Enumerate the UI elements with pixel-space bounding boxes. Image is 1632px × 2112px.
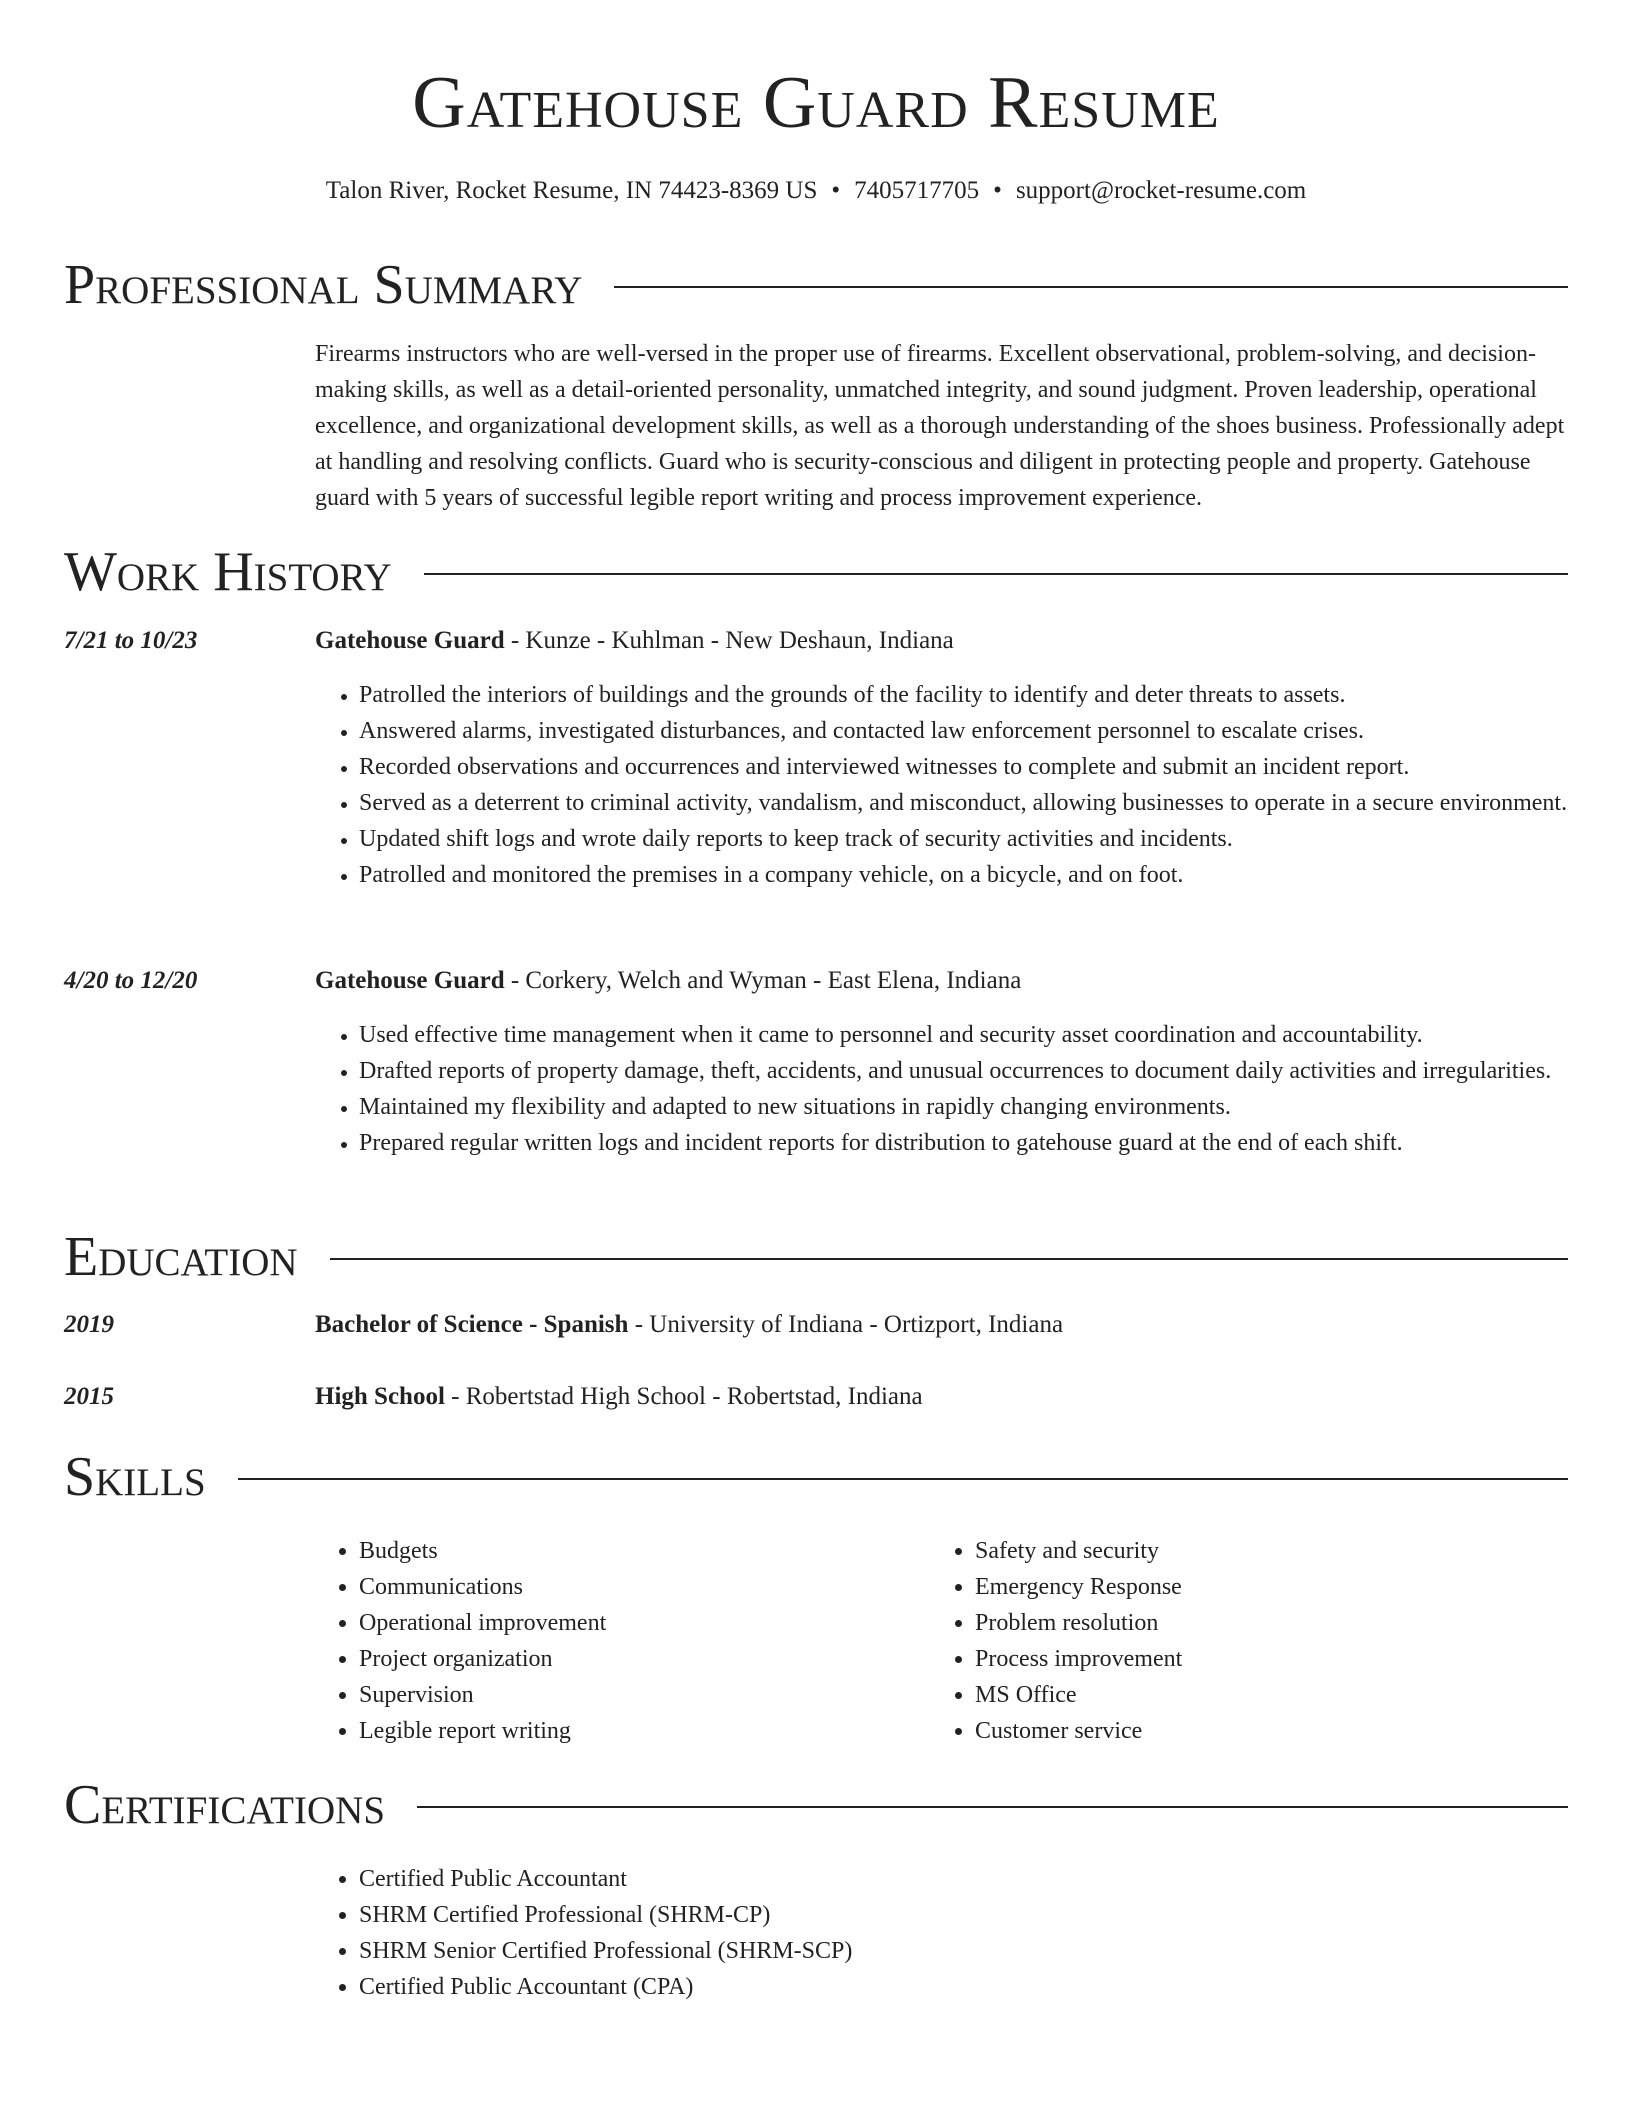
contact-separator: • (993, 177, 1002, 204)
section-title-certifications: Certifications (64, 1774, 386, 1836)
summary-block (315, 336, 1568, 516)
contact-separator: • (831, 177, 841, 204)
resume-title: Gatehouse Guard Resume (412, 62, 1220, 144)
section-title-skills: Skills (64, 1446, 206, 1508)
skill-item: • Communications (359, 1569, 929, 1605)
certification-item: • Certified Public Accountant (CPA) (359, 1969, 1559, 2005)
job-bullet: • Served as a deterrent to criminal activity, vandalism, and misconduct, allowing businesses to operate in a secure environment. (359, 785, 1568, 821)
education-degree: Bachelor of Science - Spanish (315, 1311, 629, 1338)
skills-list-right (931, 1533, 1545, 1749)
job-heading (315, 623, 1568, 659)
skill-item: • Supervision (359, 1677, 929, 1713)
section-header-certifications (64, 1770, 1568, 1840)
section-header-work (64, 537, 1568, 607)
job-dates: 4/20 to 12/20 (64, 967, 198, 994)
skill-item: • Customer service (975, 1713, 1545, 1749)
job-bullet: • Prepared regular written logs and incident reports for distribution to gatehouse guard at the end of each shift. (359, 1125, 1568, 1161)
education-year: 2015 (64, 1383, 114, 1410)
section-divider (424, 573, 1568, 575)
section-divider (238, 1478, 1568, 1480)
education-degree: High School (315, 1383, 445, 1410)
job-bullet: • Recorded observations and occurrences and interviewed witnesses to complete and submit an incident report. (359, 749, 1568, 785)
section-header-education (64, 1222, 1568, 1292)
job-bullet: • Drafted reports of property damage, theft, accidents, and unusual occurrences to document daily activities and irregularities. (359, 1053, 1568, 1089)
section-header-summary (64, 250, 1568, 320)
contact-email[interactable]: support@rocket-resume.com (1015, 177, 1307, 204)
certifications-list (315, 1861, 1559, 2005)
contact-address: Talon River, Rocket Resume, IN 74423-8369 US (325, 177, 818, 204)
skill-item: • MS Office (975, 1677, 1545, 1713)
job-dates: 7/21 to 10/23 (64, 627, 198, 654)
job-bullet: • Maintained my flexibility and adapted to new situations in rapidly changing environments. (359, 1089, 1568, 1125)
job-bullets (315, 1017, 1568, 1161)
skill-item: • Safety and security (975, 1533, 1545, 1569)
job-bullet: • Patrolled and monitored the premises in a company vehicle, on a bicycle, and on foot. (359, 857, 1568, 893)
contact-phone: 7405717705 (854, 177, 980, 204)
job-title: Gatehouse Guard (315, 967, 505, 994)
job-title: Gatehouse Guard (315, 627, 505, 654)
skill-item: • Operational improvement (359, 1605, 929, 1641)
summary-text: Firearms instructors who are well-versed in the proper use of firearms. Excellent observational, problem-solving, and decision-making skills, as well as a detail-oriented personality, unmatched integrity, and sound judgment. Proven leadership, operational excellence, and organizational development skills, as well as a thorough understanding of the shoes business. Professionally adept at handling and resolving conflicts. Guard who is security-conscious and diligent in protecting people and property. Gatehouse guard with 5 years of successful legible report writing and process improvement experience. (315, 341, 1565, 511)
section-title-work: Work History (64, 541, 392, 603)
job-heading (315, 963, 1568, 999)
section-title-education: Education (64, 1226, 298, 1288)
job-bullet: • Updated shift logs and wrote daily reports to keep track of security activities and incidents. (359, 821, 1568, 857)
job-bullet: • Patrolled the interiors of buildings and the grounds of the facility to identify and deter threats to assets. (359, 677, 1568, 713)
skill-item: • Legible report writing (359, 1713, 929, 1749)
section-divider (417, 1806, 1568, 1808)
job-details: - Kunze - Kuhlman - New Deshaun, Indiana (504, 627, 954, 654)
section-header-skills (64, 1442, 1568, 1512)
job-details: - Corkery, Welch and Wyman - East Elena, Indiana (504, 967, 1022, 994)
job-bullet: • Answered alarms, investigated disturbances, and contacted law enforcement personnel to escalate crises. (359, 713, 1568, 749)
section-divider (614, 286, 1568, 288)
section-divider (330, 1258, 1568, 1260)
skills-list-left (315, 1533, 929, 1749)
certification-item: • Certified Public Accountant (359, 1861, 1559, 1897)
education-details: - Robertstad High School - Robertstad, Indiana (444, 1383, 923, 1410)
section-title-summary: Professional Summary (64, 254, 583, 316)
job-bullets (315, 677, 1568, 893)
contact-line (0, 174, 1632, 208)
job-bullet: • Used effective time management when it came to personnel and security asset coordination and accountability. (359, 1017, 1568, 1053)
education-details: - University of Indiana - Ortizport, Indiana (628, 1311, 1064, 1338)
skill-item: • Process improvement (975, 1641, 1545, 1677)
education-heading (315, 1307, 1568, 1343)
certification-item: • SHRM Senior Certified Professional (SHRM-SCP) (359, 1933, 1559, 1969)
skill-item: • Emergency Response (975, 1569, 1545, 1605)
education-heading (315, 1379, 1568, 1415)
skill-item: • Problem resolution (975, 1605, 1545, 1641)
skill-item: • Budgets (359, 1533, 929, 1569)
skill-item: • Project organization (359, 1641, 929, 1677)
education-year: 2019 (64, 1311, 114, 1338)
certification-item: • SHRM Certified Professional (SHRM-CP) (359, 1897, 1559, 1933)
